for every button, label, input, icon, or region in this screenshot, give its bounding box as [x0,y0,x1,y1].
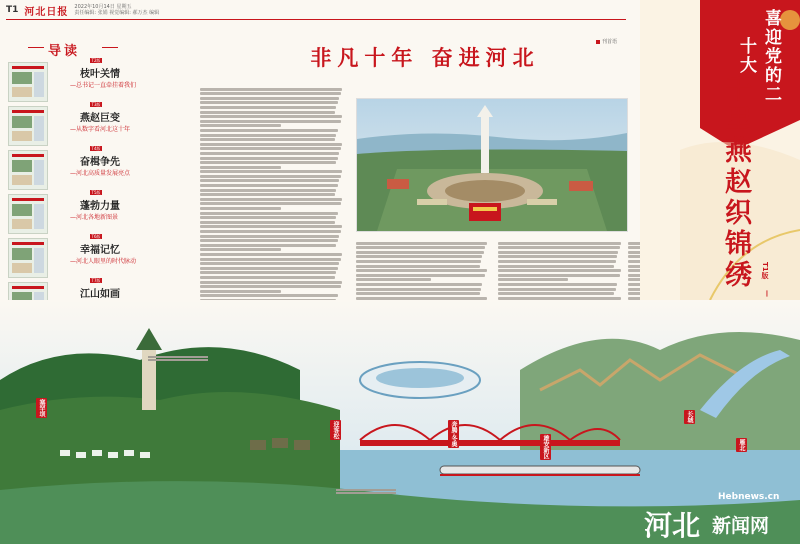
text-line [200,253,342,256]
version-badge: T6版 [91,234,101,239]
text-line [200,221,335,224]
page-thumbnail[interactable] [8,194,48,234]
guide-item-name: 燕赵巨变 [80,113,120,124]
text-line [200,111,335,114]
main-headline: 非凡十年 奋进河北 [310,45,540,70]
guide-title: 导读 [48,44,81,59]
guide-item-subtitle: —河北高质量发展亮点 [70,170,131,177]
logo-brand[interactable]: 河北 [644,509,701,542]
banner-range-separator: — [763,290,771,297]
guide-item-subtitle: —河北人眼里的时代脉动 [70,258,137,265]
text-line [200,258,341,261]
guide-item-subtitle: —从数字看河北这十年 [70,126,131,133]
text-line [498,274,620,277]
text-line [498,265,614,268]
article-column [200,86,348,318]
text-line [200,115,342,118]
guide-item-subtitle: —总书记一直牵挂着我们 [70,82,137,89]
text-line [498,288,616,291]
text-line [356,246,485,249]
text-line [356,251,484,254]
version-badge: T2版 [91,58,101,63]
text-line [200,170,342,173]
byline-text: 刊首语 [602,39,618,45]
text-line [498,246,620,249]
text-line [200,294,338,297]
text-line [356,269,487,272]
text-line [498,242,621,245]
text-line [200,225,342,228]
guide-item[interactable] [8,102,158,150]
text-line [200,230,341,233]
text-line [498,278,568,281]
banner-line-1: 喜迎党的二十大 [736,8,781,104]
text-line [200,271,336,274]
scene-label: 雄安新区 [542,435,549,459]
text-line [200,101,338,104]
logo-brand-suffix[interactable]: 新闻网 [712,515,770,537]
text-line [498,260,616,263]
text-line [200,129,338,132]
text-line [200,138,335,141]
text-line [200,262,339,265]
text-line [200,207,281,210]
page-thumbnail[interactable] [8,62,48,102]
text-line [200,97,339,100]
text-line [200,212,338,215]
aerial-photo [356,98,628,232]
scene-caption [148,355,208,362]
text-line [498,292,614,295]
text-line [356,274,485,277]
guide-item[interactable] [8,58,158,106]
text-line [356,260,481,263]
page-thumbnail[interactable] [8,238,48,278]
masthead: 河北日报 [24,6,69,18]
text-line [200,175,341,178]
banner-range-start: T1版 [761,262,769,279]
guide-item[interactable] [8,146,158,194]
text-line [498,283,617,286]
scene-label: 雁北 [738,439,745,451]
page-code: T1 [6,5,19,15]
guide-item-name: 江山如画 [80,289,120,300]
text-line [200,198,342,201]
byline-marker [596,40,600,44]
text-line [200,235,339,238]
guide-item-subtitle: —河北各地新图景 [70,214,119,221]
site-url[interactable]: Hebnews.cn [718,492,780,502]
text-line [200,184,338,187]
text-line [200,88,342,91]
header-meta [74,4,159,16]
guide-item-name: 枝叶关情 [80,69,120,80]
text-line [200,124,281,127]
text-line [356,265,480,268]
editors: 责任编辑: 张娟 视觉编辑: 郝万杰 编辑 [74,10,160,16]
page-thumbnail[interactable] [8,150,48,190]
text-line [200,248,281,251]
guide-item-name: 幸福记忆 [80,245,120,256]
text-line [200,193,335,196]
text-line [200,189,336,192]
guide-item-name: 奋楫争先 [80,157,120,168]
text-line [200,267,338,270]
guide-rule-left [28,47,44,48]
text-line [200,134,336,137]
text-line [200,157,338,160]
text-line [200,161,336,164]
text-line [200,179,339,182]
version-badge: T3版 [91,102,101,107]
byline [596,38,617,45]
text-line [356,242,487,245]
scene-label: 奔腾·冬奥 [450,421,457,448]
issue-date: 2022年10月14日 星期五 [74,4,132,10]
text-line [200,120,341,123]
scene-label: 长城 [686,411,693,423]
header-rule [6,19,626,20]
text-line [200,285,341,288]
text-line [200,276,335,279]
text-line [356,283,482,286]
text-line [200,152,339,155]
city-scene-image [357,99,627,231]
guide-item[interactable] [8,234,158,282]
scene-caption [336,488,396,495]
guide-item-name: 蓬勃力量 [80,201,120,212]
text-line [356,255,482,258]
version-badge: T5版 [91,190,101,195]
text-line [200,106,336,109]
text-line [200,281,342,284]
scene-label: 塞罕坝 [38,399,45,417]
text-line [498,251,618,254]
text-line [200,92,341,95]
text-line [200,143,342,146]
text-line [200,216,336,219]
text-line [356,292,480,295]
text-line [356,288,481,291]
version-badge: T4版 [91,146,101,151]
text-line [498,269,621,272]
text-line [200,290,281,293]
page-thumbnail[interactable] [8,106,48,146]
text-line [200,244,336,247]
text-line [498,255,617,258]
guide-rule-right [102,47,118,48]
banner-line-2: 千里燕赵织锦绣 [720,74,751,291]
text-line [200,239,338,242]
version-badge: T7版 [91,278,101,283]
text-line [200,147,341,150]
text-line [200,202,341,205]
text-line [356,278,431,281]
text-line [200,166,281,169]
scene-label: 迎客松 [332,421,339,439]
guide-item[interactable] [8,190,158,238]
